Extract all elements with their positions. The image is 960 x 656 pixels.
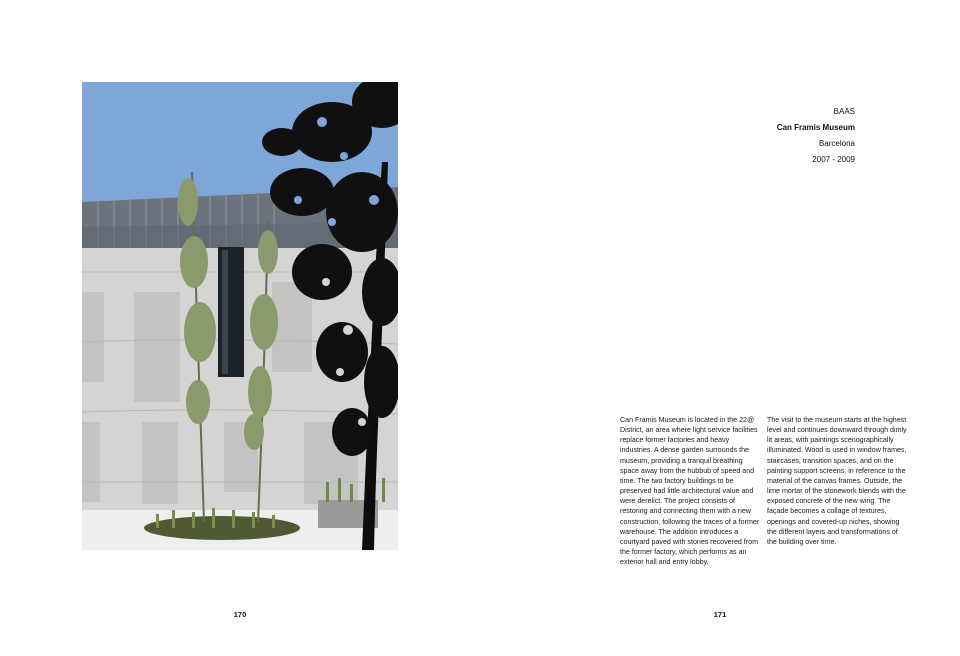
- project-title: Can Framis Museum: [776, 123, 855, 132]
- architect-name: BAAS: [833, 107, 855, 116]
- museum-photo: [82, 82, 398, 550]
- page-number-left: 170: [233, 610, 247, 619]
- project-years: 2007 - 2009: [812, 155, 855, 164]
- body-column-right: The visit to the museum starts at the highest level and continues downward through dimly lit areas, with paintings scenographically illuminated. Wood is used in window frames, staircases, transition spaces, and on the painting support screens, in reference to the material of the canvas frames. Outside, the lime mortar of the stonework blends with the exposed concrete of the new wing. The façade becomes a collage of textures, openings and covered-up niches, showing the different layers and transformations of the building over time.: [767, 416, 907, 546]
- project-header: [655, 104, 855, 168]
- page-number-right: 171: [713, 610, 727, 619]
- body-column-left: Can Framis Museum is located in the 22@ District, an area where light service facilities replace former factories and heavy industries. A dense garden surrounds the museum, providing a tranquil breathing space away from the hubbub of speed and time. The two factory buildings to be preserved had little architectural value and were derelict. The project consists of restoring and connecting them with a new construction, following the traces of a former warehouse. The addition introduces a courtyard paved with stones recovered from the former factory, which performs as an exterior hall and entry lobby.: [620, 416, 760, 567]
- project-city: Barcelona: [818, 139, 855, 148]
